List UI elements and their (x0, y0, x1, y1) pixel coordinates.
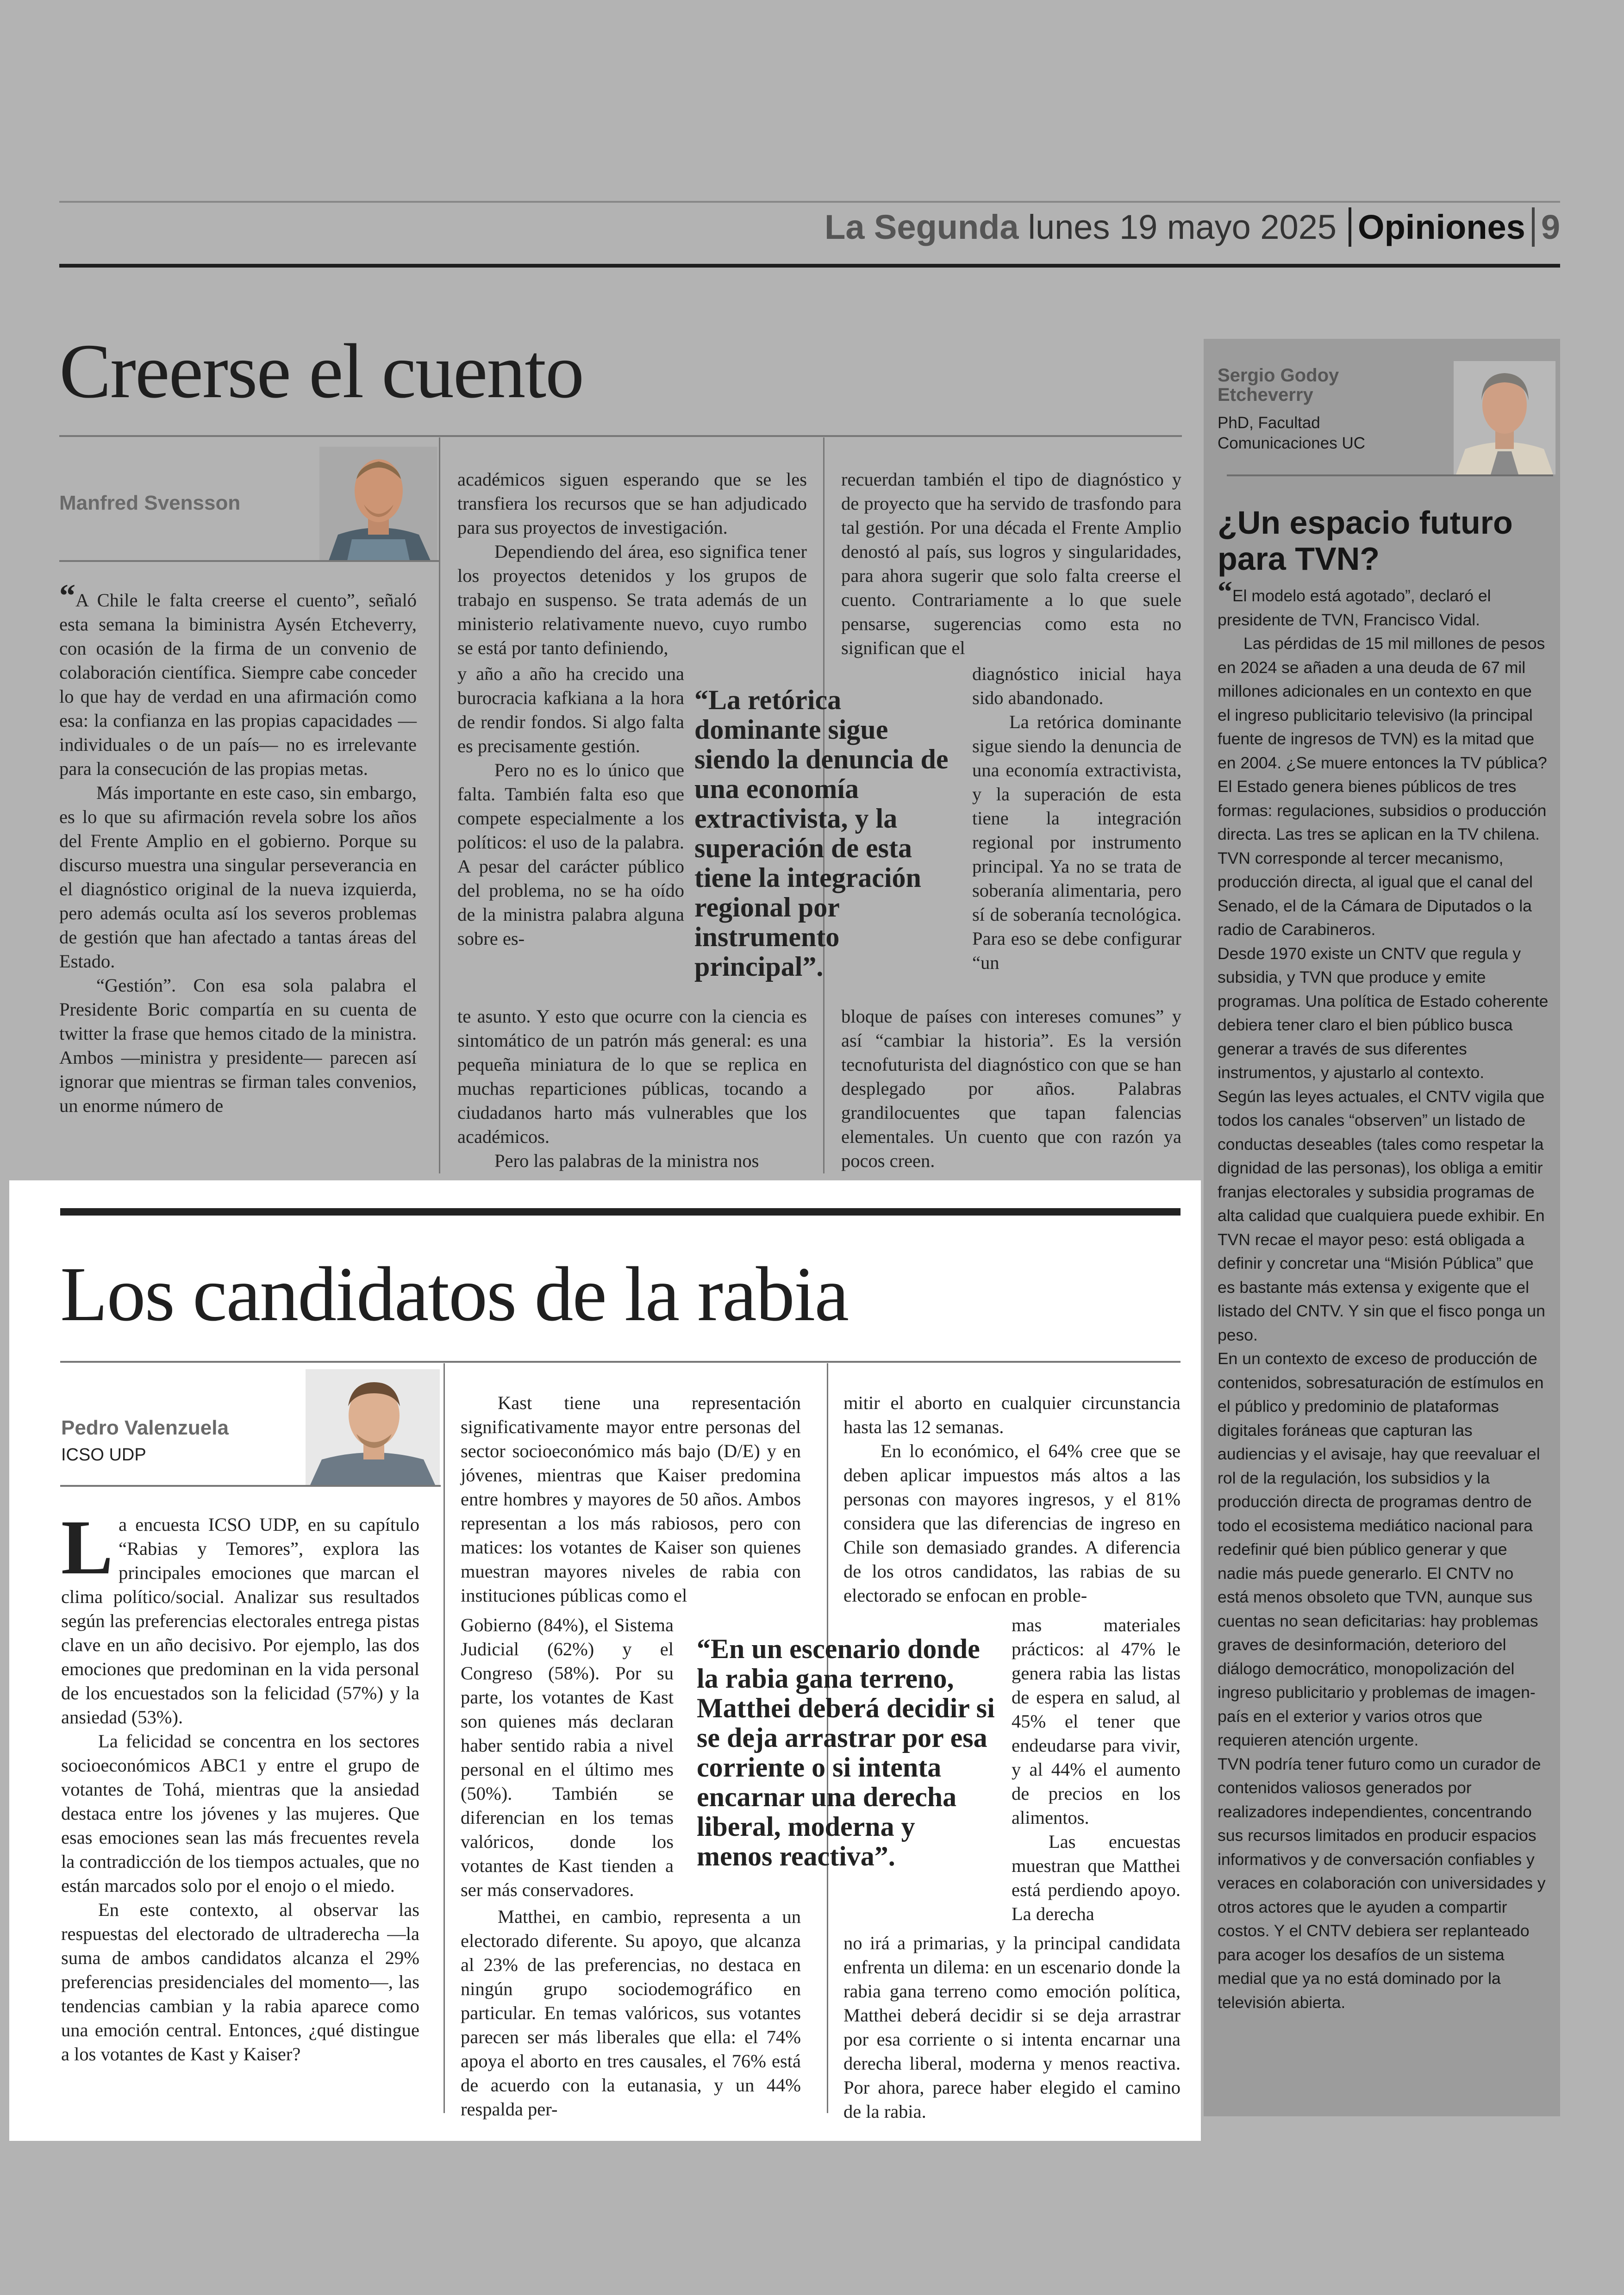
article2-column-divider-1 (443, 1363, 445, 2113)
article2-top-bar (60, 1208, 1181, 1216)
article2-column-3-mid (1012, 1613, 1181, 1926)
article2-paragraph-2: La felicidad se concentra en los sectores socioeconómicos ABC1 y entre el grupo de votantes de Tohá, mientras que la ansiedad destaca entre los jóvenes y las mujeres. Que esas emociones sean las más frecuentes revela la contradicción de los tiempos actuales, que no están marcados solo por el enojo o el miedo. (61, 1731, 419, 1896)
article2-byline-rule (60, 1485, 441, 1487)
article2-paragraph-4b: Gobierno (84%), el Sistema Judicial (62%) y el Congreso (58%). Por su parte, los votantes de Kast son quienes más declaran haber sentido rabia a nivel personal en el último mes (50%). También se diferencian en los temas valóricos, donde los votantes de Kast tienden a ser más conservadores. (461, 1615, 674, 1900)
article2-column-3-top (843, 1391, 1181, 1608)
article1-paragraph-2: Más importante en este caso, sin embargo, es lo que su afirmación revela sobre los años del Frente Amplio en el gobierno. Porque su discurso muestra una singular perseverancia en el diagnóstico original de la nueva izquierda, pero además oculta así los severos problemas de gestión que han afectado a tantas áreas del Estado. (59, 782, 417, 972)
article1-column-divider-1 (439, 437, 440, 1173)
article1-column-3-bottom (841, 1004, 1181, 1173)
article1-paragraph-9: La retórica dominante sigue siendo la denuncia de una economía extractivista, y la superación de esta tiene la integración regional por instrumento principal. Ya no se trata de soberanía alimentaria, pero sí de soberanía tecnológica. Para eso se debe configurar “un (972, 711, 1181, 973)
article1-column-2-top (457, 468, 807, 660)
article1-paragraph-1: “A Chile le falta creerse el cuento”, señaló esta semana la biministra Aysén Etcheverry, con ocasión de la firma de un convenio de colaboración científica. Siempre cabe conceder lo que hay de verdad en una afirmación como esa: la confianza en las propias capacidades —individuales o de un país— no es irrelevante para la consecución de las propias metas. (59, 578, 417, 779)
article2-column-1 (61, 1504, 419, 2066)
article2-author-photo (306, 1369, 440, 1485)
sidebar-body (1218, 575, 1549, 2014)
article1-column-2-bottom (457, 1004, 807, 1173)
article1-paragraph-9b: bloque de países con intereses comunes” y así “cambiar la historia”. Es la versión tecnofuturista del diagnóstico con que se han desplegado por años. Palabras grandilocuentes que tapan falencias elementales. Un cuento que con razón ya pocos creen. (841, 1006, 1181, 1171)
article1-paragraph-7: Pero las palabras de la ministra nos (494, 1150, 759, 1171)
masthead-bottom-rule (59, 264, 1560, 268)
article1-column-1 (59, 578, 417, 1118)
sidebar-author: Sergio Godoy Etcheverry (1218, 365, 1339, 405)
article1-paragraph-6: Pero no es lo único que falta. También falta eso que compete especialmente a los políticos: el uso de la palabra. A pesar del carácter público del problema, no se ha oído de la ministra palabra alguna sobre es- (457, 760, 684, 949)
masthead-top-rule (59, 201, 1560, 203)
article2-headline-rule (60, 1361, 1181, 1363)
article2-paragraph-7: En lo económico, el 64% cree que se deben aplicar impuestos más altos a las personas con mayores ingresos, y el 81% considera que las diferencias de ingreso en Chile son demasiado grandes. A diferencia de los otros candidatos, las rabias de su electorado se enfocan en proble- (843, 1441, 1181, 1606)
article1-paragraph-8b: diagnóstico inicial haya sido abandonado. (972, 663, 1181, 708)
section-name: Opiniones (1349, 207, 1525, 247)
article1-paragraph-3: “Gestión”. Con esa sola palabra el Presidente Boric compartía en su cuenta de twitter la frase que hemos citado de la ministra. Ambos —ministra y presidente— parecen así ignorar que mientras se firman tales convenios, un enorme número de (59, 975, 417, 1116)
sidebar-paragraph-5: Según las leyes actuales, el CNTV vigila que todos los canales “observen” un listado de conductas deseables (tales como respetar la dignidad de las personas), los obliga a emitir franjas electorales y subsidia programas de alta calidad que cualquiera puede exhibir. En TVN recae el mayor peso: está obligada a definir y concretar una “Misión Pública” que es bastante más extensa y exigente que el listado del CNTV. Y sin que el fisco ponga un peso. (1218, 1087, 1545, 1344)
article2-column-3-bottom (843, 1931, 1181, 2124)
dropcap-letter: L (61, 1504, 113, 1590)
article1-author-photo (319, 447, 437, 561)
sidebar-paragraph-4: Desde 1970 existe un CNTV que regula y subsidia, y TVN que produce y emite programas. Una política de Estado coherente debiera tener claro el bien público busca generar a través de sus diferentes instrumentos, y ajustarlo al contexto. (1218, 944, 1549, 1082)
article1-headline: Creerse el cuento (59, 328, 584, 414)
sidebar-paragraph-7: TVN podría tener futuro como un curador de contenidos valiosos generados por realizadores independientes, concentrando sus recursos limitados en producir espacios informativos y de conversación confiables y veraces en colaboración con universidades y otros actores que le ayuden a compartir costos. Y el CNTV debiera ser replanteado para acoger los desafíos de un sistema medial que ya no está dominado por la televisión abierta. (1218, 1754, 1546, 2012)
article1-paragraph-6b: te asunto. Y esto que ocurre con la ciencia es sintomático de un patrón más general: es una pequeña miniatura de lo que se replica en muchas reparticiones públicas, tocando a ciudadanos harto más vulnerables que los académicos. (457, 1006, 807, 1147)
article1-column-3-mid (972, 662, 1181, 975)
masthead (824, 207, 1560, 247)
article1-column-2-mid (457, 662, 684, 951)
article1-headline-rule (59, 435, 1182, 437)
sidebar-paragraph-1: “El modelo está agotado”, declaró el presidente de TVN, Francisco Vidal. (1218, 575, 1491, 629)
article1-paragraph-8: recuerdan también el tipo de diagnóstico y de proyecto que ha servido de trasfondo para tal gestión. Por una década el Frente Amplio denostó al país, sus logros y singularidades, para ahora sugerir que solo falta creerse el cuento. Contrariamente a lo que suele pensarse, sugerencias como esta no significan que el (841, 469, 1181, 658)
article2-paragraph-4: Kast tiene una representación significativamente mayor entre personas del sector socioeconómico más bajo (D/E) y en jóvenes, mientras que Kaiser predomina entre hombres y mayores de 50 años. Ambos representan a los más rabiosos, pero con matices: los votantes de Kaiser son quienes muestran mayores niveles de rabia con instituciones públicas como el (461, 1392, 801, 1606)
article1-paragraph-5b: y año a año ha crecido una burocracia kafkiana a la hora de rendir fondos. Si algo falta es precisamente gestión. (457, 663, 684, 756)
sidebar-paragraph-3: El Estado genera bienes públicos de tres formas: regulaciones, subsidios o producción directa. Las tres se aplican en la TV chilena. TVN corresponde al tercer mecanismo, producción directa, al igual que el canal del Senado, el de la Cámara de Diputados o la radio de Carabineros. (1218, 777, 1547, 939)
article2-column-2-mid (461, 1613, 674, 1902)
page-number: 9 (1532, 207, 1560, 247)
sidebar-paragraph-6: En un contexto de exceso de producción de contenidos, sobresaturación de estímulos en el público y predominio de plataformas digitales foráneas que capturan las audiencias y el avisaje, hay que reevaluar el rol de la regulación, los subsidios y la producción directa de programas dentro de todo el ecosistema mediático nacional para redefinir qué bien público generar y que nadie más puede generarlo. El CNTV no está menos obsoleto que TVN, aunque sus cuentas no sean deficitarias: hay problemas graves de desinformación, deterioro del diálogo democrático, monopolización del ingreso publicitario y problemas de imagen-país en el exterior y varios otros que requieren atención urgente. (1218, 1349, 1544, 1749)
sidebar-paragraph-2: Las pérdidas de 15 mil millones de pesos en 2024 se añaden a una deuda de 67 mil millones adicionales en un contexto en que el ingreso publicitario televisivo (la principal fuente de ingresos de TVN) es la mitad que en 2004. ¿Se muere entonces la TV pública? (1218, 634, 1547, 772)
article1-author: Manfred Svensson (59, 492, 241, 514)
article2-column-2-bottom (461, 1905, 801, 2121)
article2-paragraph-8b: no irá a primarias, y la principal candidata enfrenta un dilema: en un escenario donde la rabia gana terreno como emoción política, Matthei deberá decidir si se deja arrastrar por esa corriente o si intenta encarnar una derecha liberal, moderna y menos reactiva. Por ahora, parece haber elegido el camino de la rabia. (843, 1933, 1181, 2122)
sidebar-header-rule (1227, 474, 1553, 476)
issue-date: lunes 19 mayo 2025 (1028, 208, 1337, 246)
article2-affiliation: ICSO UDP (61, 1445, 146, 1465)
article2-author: Pedro Valenzuela (61, 1416, 229, 1439)
article1-pullquote: “La retórica dominante sigue siendo la denuncia de una economía extractivista, y la superación de esta tiene la integración regional por instrumento principal”. (694, 685, 949, 982)
article1-byline-rule (59, 560, 439, 562)
sidebar-affiliation: PhD, Facultad Comunicaciones UC (1218, 414, 1366, 452)
article2-paragraph-8: Las encuestas muestran que Matthei está perdiendo apoyo. La derecha (1012, 1831, 1181, 1924)
sidebar-author-photo (1454, 361, 1555, 474)
article2-paragraph-7b: mas materiales prácticos: al 47% le genera rabia las listas de espera en salud, al 45% el tener que endeudarse para vivir, y al 44% el aumento de precios en los alimentos. (1012, 1615, 1181, 1828)
newspaper-name: La Segunda (824, 208, 1019, 246)
article1-paragraph-4: académicos siguen esperando que se les transfiera los recursos que se han adjudicado para sus proyectos de investigación. (457, 469, 807, 538)
article2-paragraph-3: En este contexto, al observar las respuestas del electorado de ultraderecha —la suma de ambos candidatos alcanza el 29% preferencias presidenciales del momento—, las tendencias cambian y la rabia aparece como una emoción central. Entonces, ¿qué distingue a los votantes de Kast y Kaiser? (61, 1899, 419, 2064)
article2-paragraph-6: mitir el aborto en cualquier circunstancia hasta las 12 semanas. (843, 1392, 1181, 1437)
sidebar-title: ¿Un espacio futuro para TVN? (1218, 505, 1513, 577)
open-quote-glyph: “ (59, 578, 75, 614)
open-quote-glyph: “ (1218, 575, 1232, 608)
article2-paragraph-5: Matthei, en cambio, representa a un electorado diferente. Su apoyo, que alcanza al 23% de las preferencias, no destaca en ningún grupo sociodemográfico en particular. En temas valóricos, sus votantes parecen ser más liberales que ella: el 74% apoya el aborto en tres causales, el 76% está de acuerdo con la eutanasia, y un 44% respalda per- (461, 1906, 801, 2120)
article1-paragraph-5: Dependiendo del área, eso significa tener los proyectos detenidos y los grupos de trabajo en suspenso. Se trata además de un ministerio relativamente nuevo, cuyo rumbo se está por tanto definiendo, (457, 541, 807, 658)
article2-pullquote: “En un escenario donde la rabia gana terreno, Matthei deberá decidir si se deja arrastrar por esa corriente o si intenta encarnar una derecha liberal, moderna y menos reactiva”. (697, 1634, 995, 1871)
article2-headline: Los candidatos de la rabia (60, 1251, 848, 1337)
article1-column-3-top (841, 468, 1181, 660)
article2-paragraph-1: La encuesta ICSO UDP, en su capítulo “Rabias y Temores”, explora las principales emociones que marcan el clima político/social. Analizar sus resultados según las preferencias electorales entrega pistas clave en un año decisivo. Por ejemplo, las dos emociones que predominan en la vida personal de los encuestados son la felicidad (57%) y la ansiedad (53%). (61, 1504, 419, 1727)
article2-column-2-top (461, 1391, 801, 1608)
